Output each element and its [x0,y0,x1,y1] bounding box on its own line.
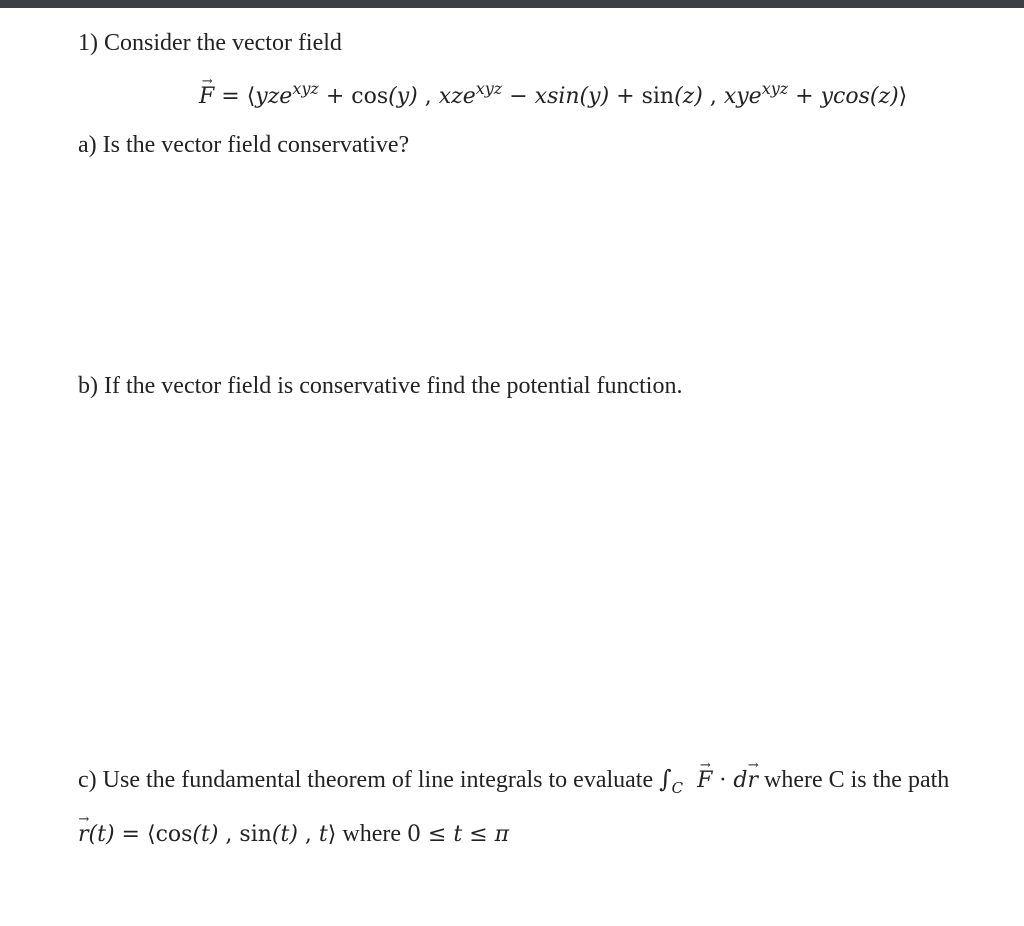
window-top-bar [0,0,1024,8]
vector-field-equation [199,79,908,113]
component-3-term: xye [723,84,762,109]
part-a [78,130,409,160]
range-end: ≤ π [462,822,510,847]
range-variable: t [453,822,463,847]
range-start: 0 ≤ [407,822,454,847]
part-a-text: a) Is the vector field conservative? [78,132,410,158]
cos-function: cos [155,822,193,847]
comma-separator: , [218,822,240,847]
part-c-text: c) Use the fundamental theorem of line integrals to evaluate [78,767,660,793]
parameter-argument: (t) [88,822,115,847]
sin-function: sin [239,822,272,847]
plus-sign: + [318,84,352,109]
open-bracket: ⟨ [146,822,156,847]
parameter-t: t [318,822,328,847]
sin-function: sin [641,84,675,109]
comma-separator: , [702,84,724,109]
sin-argument: (z) [674,84,703,109]
differential-d: d [733,768,748,793]
component-2-term: xze [438,84,476,109]
question-number-label: 1) Consider the vector field [78,30,342,56]
part-c [78,764,949,797]
cos-function: cos [351,84,389,109]
close-bracket: ⟩ [327,822,337,847]
equals-sign: = [214,84,247,109]
minus-sign: − [502,84,535,109]
field-symbol: F → [199,82,214,112]
close-bracket: ⟩ [898,84,908,109]
equals-sign: = [114,822,147,847]
part-c-tail: where C is the path [757,767,950,793]
integral-subscript: C [671,779,684,797]
field-symbol: F → [697,766,712,796]
open-bracket: ⟨ [246,84,256,109]
comma-separator: , [297,822,319,847]
part-b [78,371,682,401]
sin-argument: (t) [271,822,298,847]
component-2-exponent: xyz [475,79,503,98]
where-word: where [336,821,407,847]
xsin-term: xsin(y) [534,84,610,109]
question-heading [78,28,342,58]
plus-sign: + [788,84,821,109]
part-b-text: b) If the vector field is conservative find the potential function. [78,373,683,399]
position-vector-symbol: r → [78,820,89,850]
position-vector-symbol: r → [747,766,758,796]
path-definition [78,819,509,850]
cos-argument: (y) [388,84,418,109]
comma-separator: , [417,84,439,109]
plus-sign: + [609,84,642,109]
component-1-exponent: xyz [292,79,319,98]
component-1-term: yze [255,84,293,109]
ycos-term: ycos(z) [820,84,899,109]
component-3-exponent: xyz [761,79,789,98]
dot-operator: · [712,768,734,793]
integral-sign: ∫ [659,765,672,793]
cos-argument: (t) [192,822,219,847]
